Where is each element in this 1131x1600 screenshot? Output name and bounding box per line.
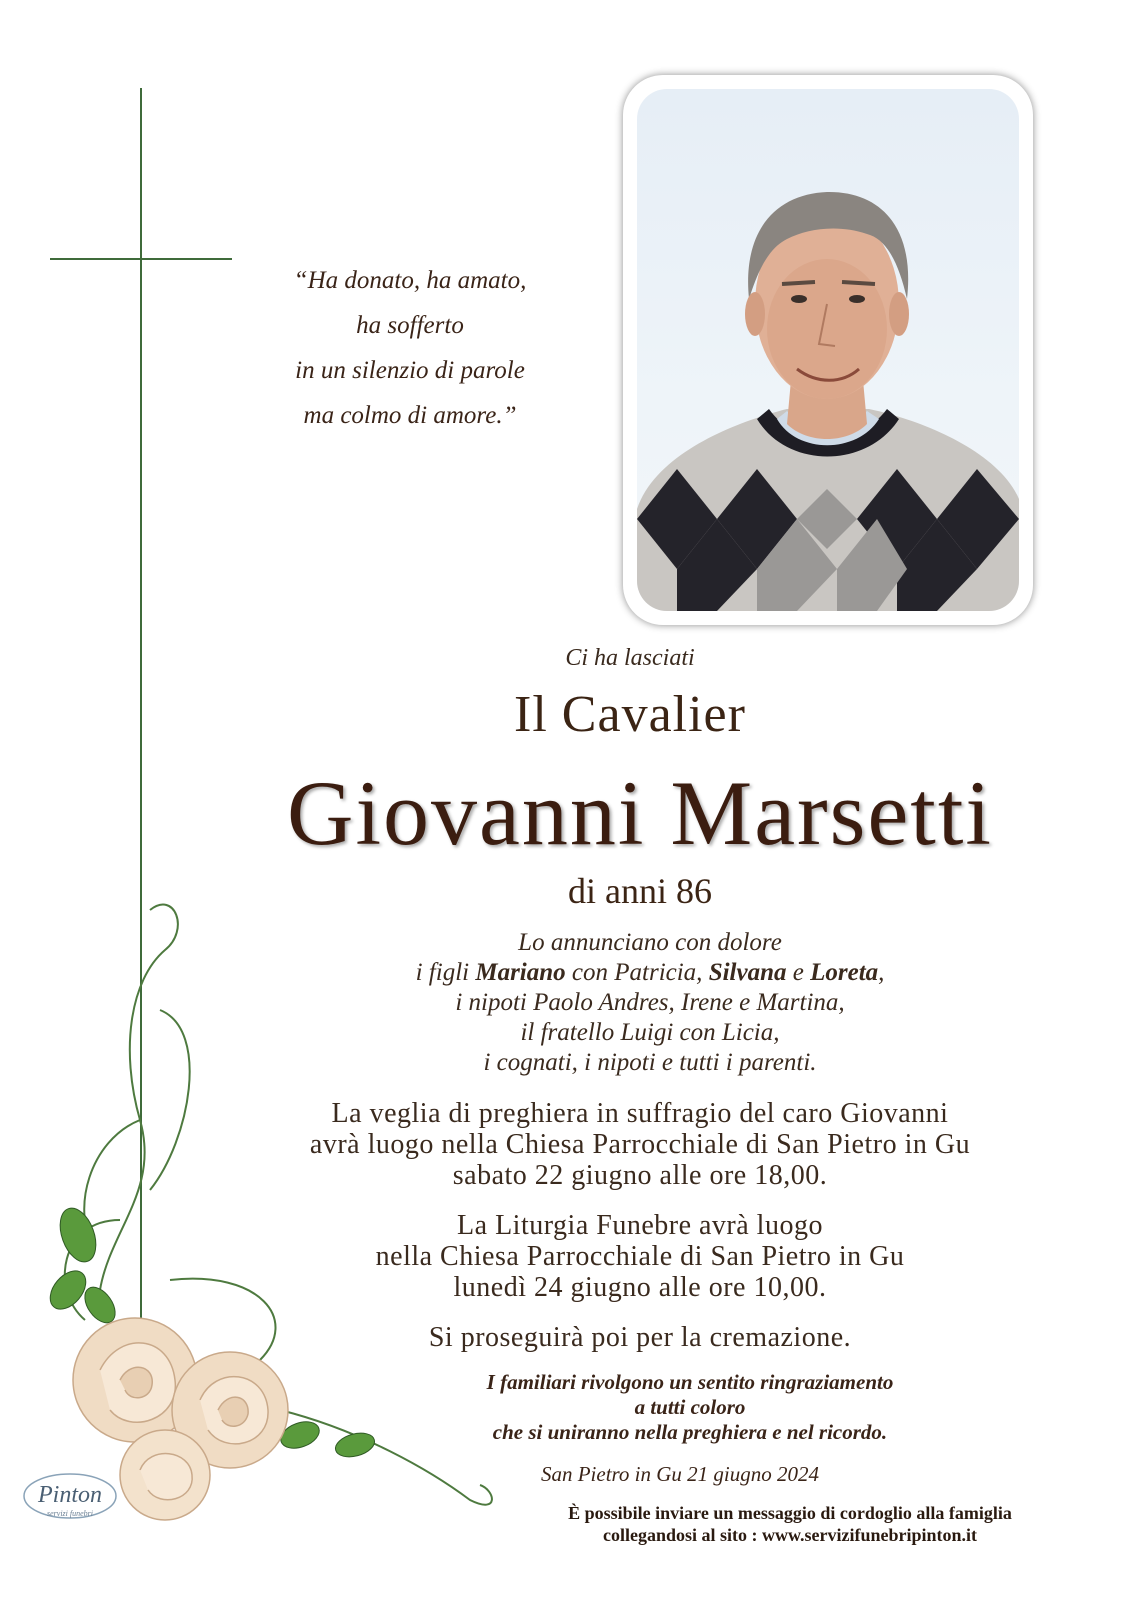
vigil-line: sabato 22 giugno alle ore 18,00. bbox=[452, 1160, 828, 1191]
vigil-paragraph bbox=[210, 1098, 1070, 1191]
footer-line: collegandosi al sito : www.servizifunebripinton.it bbox=[602, 1525, 977, 1545]
funeral-line: La Liturgia Funebre avrà luogo bbox=[457, 1210, 823, 1241]
condolence-footer bbox=[480, 1502, 1100, 1546]
honorific-title: Il Cavalier bbox=[514, 686, 746, 743]
portrait-frame bbox=[623, 75, 1033, 625]
thanks-line: a tutti coloro bbox=[634, 1395, 746, 1419]
thanks-line: I familiari rivolgono un sentito ringraziamento bbox=[486, 1370, 894, 1394]
pinton-logo bbox=[20, 1468, 140, 1528]
logo-subtitle: servizi funebri bbox=[47, 1509, 93, 1518]
footer-line: È possibile inviare un messaggio di cordoglio alla famiglia bbox=[568, 1503, 1012, 1523]
quote-line: in un silenzio di parole bbox=[295, 357, 525, 384]
logo-mark bbox=[20, 1468, 140, 1528]
family-line: i nipoti Paolo Andres, Irene e Martina, bbox=[455, 989, 845, 1016]
cremation-text: Si proseguirà poi per la cremazione. bbox=[428, 1322, 852, 1353]
funeral-line: nella Chiesa Parrocchiale di San Pietro in Gu bbox=[375, 1241, 905, 1272]
text-fragment: con Patricia, bbox=[565, 959, 709, 986]
thanks-line: che si uniranno nella preghiera e nel ricordo. bbox=[492, 1420, 888, 1444]
text-fragment: , bbox=[878, 959, 885, 986]
funeral-line: lunedì 24 giugno alle ore 10,00. bbox=[453, 1272, 827, 1303]
text-fragment: e bbox=[786, 959, 811, 986]
epitaph-quote bbox=[250, 258, 570, 438]
deceased-name: Giovanni Marsetti bbox=[287, 762, 993, 864]
quote-line: “Ha donato, ha amato, bbox=[293, 267, 527, 294]
thanks-paragraph bbox=[380, 1370, 1000, 1445]
quote-line: ha sofferto bbox=[356, 312, 464, 339]
portrait-illustration bbox=[637, 89, 1019, 611]
family-line: il fratello Luigi con Licia, bbox=[520, 1019, 780, 1046]
vigil-line: La veglia di preghiera in suffragio del caro Giovanni bbox=[331, 1098, 949, 1129]
family-announcement bbox=[290, 928, 1010, 1078]
intro-text: Ci ha lasciati bbox=[565, 645, 695, 671]
family-line-children bbox=[290, 958, 1010, 988]
funeral-paragraph bbox=[210, 1210, 1070, 1303]
child-name: Silvana bbox=[708, 959, 787, 986]
place-date: San Pietro in Gu 21 giugno 2024 bbox=[540, 1462, 820, 1486]
age-text: di anni 86 bbox=[568, 871, 712, 911]
child-name: Mariano bbox=[475, 959, 566, 986]
child-name: Loreta bbox=[810, 959, 879, 986]
cross-horizontal bbox=[50, 258, 232, 260]
family-line: i cognati, i nipoti e tutti i parenti. bbox=[483, 1049, 817, 1076]
portrait-photo bbox=[637, 89, 1019, 611]
logo-name: Pinton bbox=[38, 1482, 102, 1508]
vigil-line: avrà luogo nella Chiesa Parrocchiale di San Pietro in Gu bbox=[309, 1129, 971, 1160]
family-line: Lo annunciano con dolore bbox=[518, 929, 782, 956]
text-fragment: i figli bbox=[415, 959, 476, 986]
quote-line: ma colmo di amore.” bbox=[303, 402, 517, 429]
